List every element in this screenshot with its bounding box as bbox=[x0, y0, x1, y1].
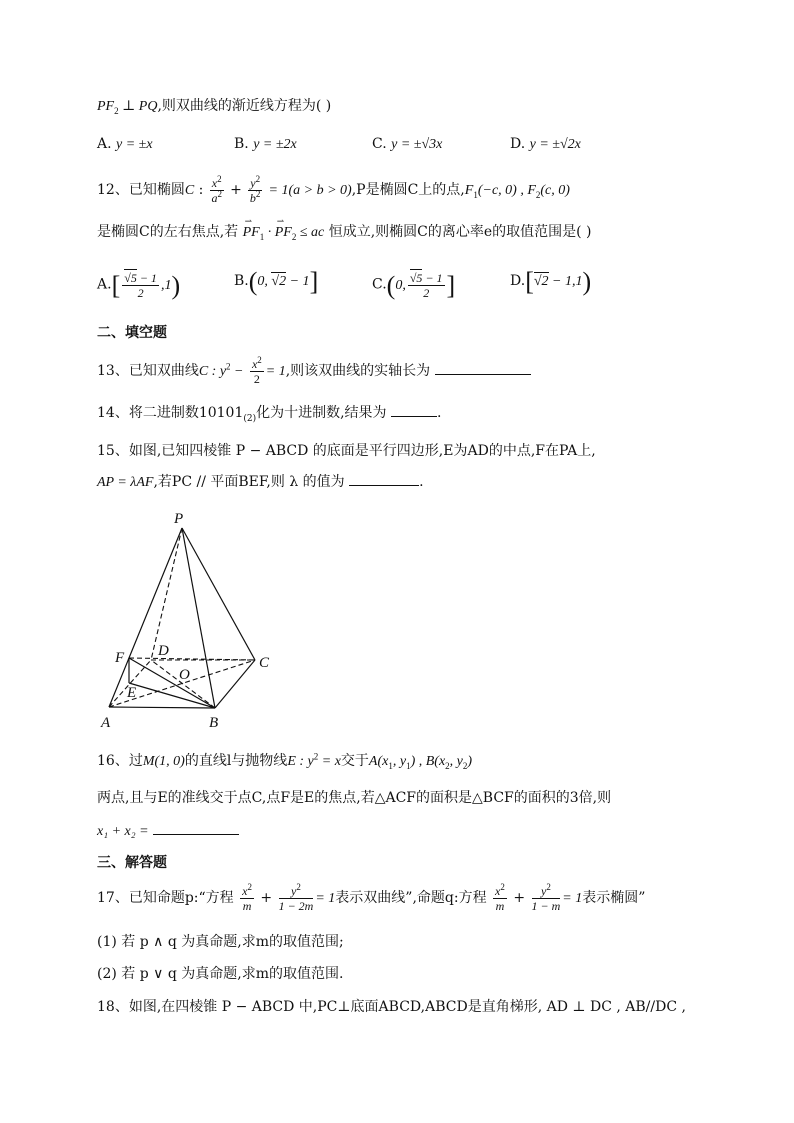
q18-line1: 18、如图,在四棱锥 P − ABCD 中,PC⊥底面ABCD,ABCD是直角梯形, AD ⊥ DC , AB//DC , bbox=[97, 999, 686, 1015]
q12-line2: 是椭圆C的左右焦点,若 ⇀ $PF_1$ · ⇀ $PF_2$ ≤ ac 恒成立,则椭圆C的离心率e的取值范围是( ) bbox=[97, 222, 592, 243]
q11-option-a: A. y = ±x bbox=[97, 136, 153, 152]
q15-answer-blank[interactable] bbox=[349, 471, 419, 486]
label-E: E bbox=[127, 685, 137, 701]
pyramid-figure bbox=[95, 505, 295, 735]
section-solutions: 三、解答题 bbox=[97, 855, 167, 871]
q15-line2: AP = λAF,若PC // 平面BEF,则 λ 的值为 . bbox=[97, 471, 424, 493]
label-F: F bbox=[115, 650, 125, 666]
edge-AB bbox=[109, 707, 215, 708]
q16-answer-blank[interactable] bbox=[153, 820, 239, 835]
label-O: O bbox=[179, 667, 190, 683]
q13: 13、已知双曲线C : $y^2$ − $\frac{x^2}{2}$ = 1,则该双曲线的实轴长为 bbox=[97, 354, 531, 389]
q11-continuation: $PF_2$ ⊥ PQ,则双曲线的渐近线方程为( ) bbox=[97, 98, 332, 116]
q11-option-b: B. y = ±2x bbox=[234, 136, 297, 152]
q11-options bbox=[97, 134, 717, 154]
q14: 14、将二进制数$10101_{(2)}$化为十进制数,结果为 . bbox=[97, 402, 441, 423]
segment-FB bbox=[129, 658, 215, 708]
q17-line1: 17、已知命题p:“方程 $\frac{x^2}{m}$ + $\frac{y^2}{1 - 2m}$ = 1表示双曲线”,命题q:方程 $\frac{x^2}{m}$ + $\frac{y^2}{1 - m}$ = 1表示椭圆” bbox=[97, 881, 646, 913]
q17-sub1: (1) 若 p ∧ q 为真命题,求m的取值范围; bbox=[97, 934, 344, 950]
q15-line1: 15、如图,已知四棱锥 P − ABCD 的底面是平行四边形,E为AD的中点,F在PA上, bbox=[97, 443, 596, 459]
label-B: B bbox=[209, 715, 219, 731]
edge-PA bbox=[109, 528, 182, 707]
section-fill-in-blanks: 二、填空题 bbox=[97, 325, 167, 341]
q17-sub2: (2) 若 p ∨ q 为真命题,求m的取值范围. bbox=[97, 966, 344, 982]
q16-line1: 16、过M(1, 0)的直线l与抛物线E : $y^2 = x$交于$A(x_1$, $y_1$) , $B(x_2$, $y_2$) bbox=[97, 751, 473, 771]
q12-option-d: D.[√2 − 1,1) bbox=[510, 266, 592, 296]
q12-option-b: B.(0, √2 − 1] bbox=[234, 266, 319, 296]
q13-answer-blank[interactable] bbox=[435, 360, 531, 375]
label-P: P bbox=[174, 511, 184, 527]
q11-option-d: D. y = ±√2x bbox=[510, 136, 581, 152]
q16-line3: x₁ + x₂ = bbox=[97, 820, 239, 842]
q12-option-a: A.[ $\frac{√5 - 1}{2}$ ,1) bbox=[97, 270, 181, 300]
q12-line1: 12、已知椭圆C : $\frac{x^2}{a^2}$ + $\frac{y^2}{b^2}$ = 1(a > b > 0),P是椭圆C上的点$,F_1(-c$, 0) , $F_2(c$, 0) bbox=[97, 173, 570, 205]
q11-option-c: C. y = ±√3x bbox=[372, 136, 443, 152]
label-D: D bbox=[158, 643, 169, 659]
label-C: C bbox=[259, 655, 270, 671]
q12-options bbox=[97, 265, 717, 305]
edge-PC bbox=[182, 528, 255, 660]
q14-answer-blank[interactable] bbox=[391, 402, 437, 417]
q16-line2: 两点,且与E的准线交于点C,点F是E的焦点,若△ACF的面积是△BCF的面积的3倍,则 bbox=[97, 790, 612, 806]
q12-option-c: C.(0, $\frac{√5 - 1}{2}$ ] bbox=[372, 270, 456, 300]
edge-BC bbox=[215, 660, 255, 708]
label-A: A bbox=[101, 715, 111, 731]
